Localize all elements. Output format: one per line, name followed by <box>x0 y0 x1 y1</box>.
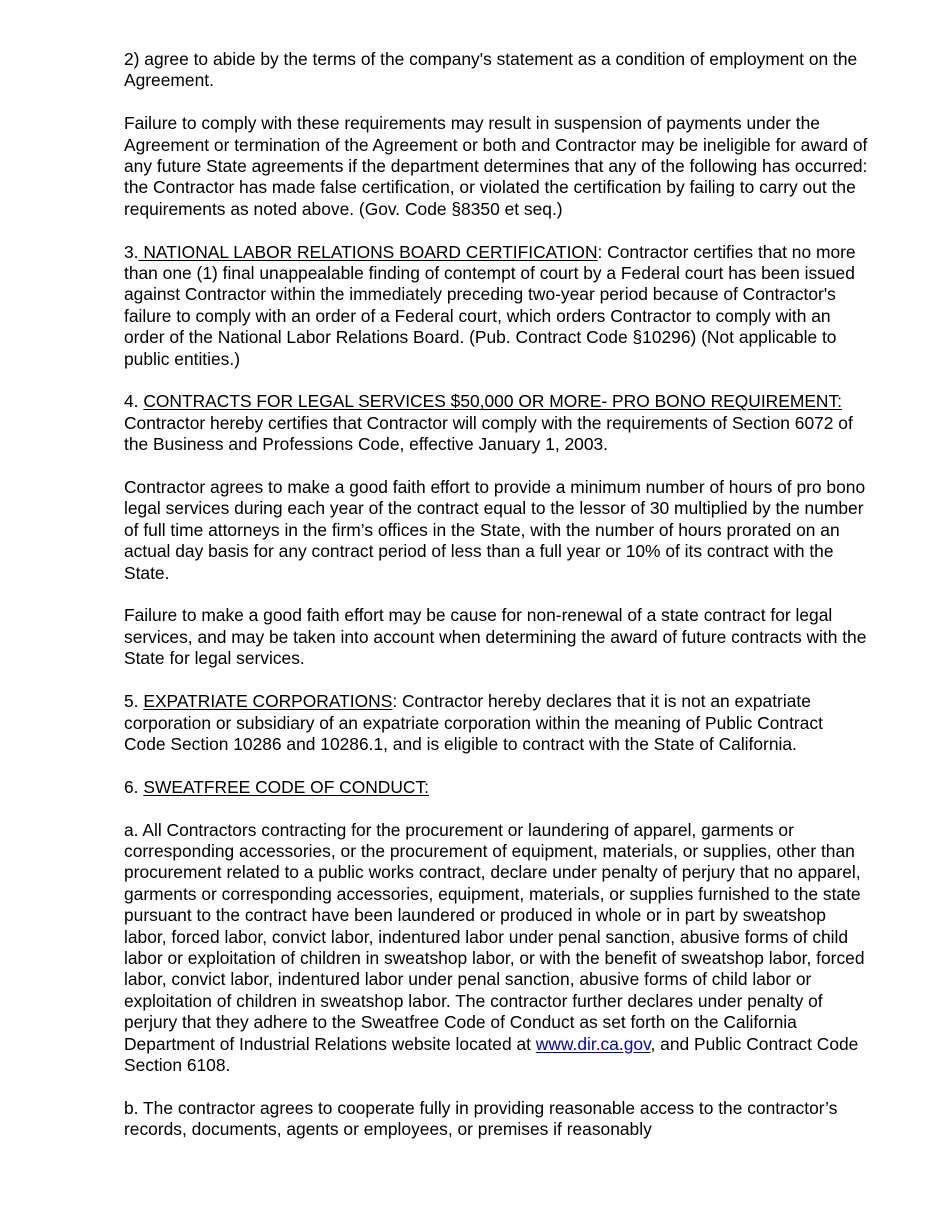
paragraph-pro-bono-effort: Contractor agrees to make a good faith effort to provide a minimum number of hours of pro bono legal services during each year of the contract equal to the lessor of 30 multiplied by the number of full time attorneys in the firm’s offices in the State, with the number of hours prorated on an actual day basis for any contract period of less than a full year or 10% of its contract with the State. <box>124 477 866 583</box>
section-6-heading: SWEATFREE CODE OF CONDUCT: <box>143 776 430 797</box>
paragraph-6b-cooperation: b. The contractor agrees to cooperate fully in providing reasonable access to the contractor’s records, documents, agents or employees, or premises if reasonably <box>124 1097 838 1140</box>
section-4-legal-services <box>124 391 869 455</box>
dir-website-link[interactable]: www.dir.ca.gov <box>535 1033 651 1054</box>
section-4-number: 4. <box>124 391 144 412</box>
section-6-sweatfree-code <box>124 777 869 798</box>
section-4-body: Contractor hereby certifies that Contractor will comply with the requirements of Section 6072 of the Business and Professions Code, effective January 1, 2003. <box>124 412 853 455</box>
paragraph-failure-good-faith: Failure to make a good faith effort may be cause for non-renewal of a state contract for legal services, and may be taken into account when determining the award of future contracts with the State for legal services. <box>124 605 867 669</box>
document-page <box>124 49 869 1162</box>
paragraph-6a-text: a. All Contractors contracting for the procurement or laundering of apparel, garments or corresponding accessories, or the procurement of equipment, materials, or supplies, other than procurement related to a public works contract, declare under penalty of perjury that no apparel, garments or corresponding accessories, equipment, materials, or supplies furnished to the state pursuant to the contract have been laundered or produced in whole or in part by sweatshop labor, forced labor, convict labor, indentured labor under penal sanction, abusive forms of child labor or exploitation of children in sweatshop labor, or with the benefit of sweatshop labor, forced labor, convict labor, indentured labor under penal sanction, abusive forms of child labor or exploitation of children in sweatshop labor. The contractor further declares under penalty of perjury that they adhere to the Sweatfree Code of Conduct as set forth on the California Department of Industrial Relations website located at <box>124 819 865 1054</box>
section-4-heading: CONTRACTS FOR LEGAL SERVICES $50,000 OR MORE- PRO BONO REQUIREMENT: <box>143 391 843 412</box>
section-3-body: : Contractor certifies that no more than one (1) final unappealable finding of contempt of court by a Federal court has been issued against Contractor within the immediately preceding two-year period because of Contractor's failure to comply with an order of a Federal court, which orders Contractor to comply with an order of the National Labor Relations Board. (Pub. Contract Code §10296) (Not applicable to public entities.) <box>124 241 856 369</box>
section-5-body: : Contractor hereby declares that it is not an expatriate corporation or subsidiary of an expatriate corporation within the meaning of Public Contract Code Section 10286 and 10286.1, and is eligible to contract with the State of California. <box>124 691 823 754</box>
section-3-number: 3. <box>124 241 139 262</box>
paragraph-6a-tail: , and Public Contract Code Section 6108. <box>124 1033 859 1075</box>
section-5-number: 5. <box>124 691 144 712</box>
section-5-expatriate-corporations <box>124 691 869 755</box>
section-5-heading: EXPATRIATE CORPORATIONS <box>143 691 393 712</box>
paragraph-6a-sweatfree-declaration <box>124 820 869 1077</box>
paragraph-failure-to-comply: Failure to comply with these requirements may result in suspension of payments under the Agreement or termination of the Agreement or both and Contractor may be ineligible for award of any future State agreements if the department determines that any of the following has occurred: the Contractor has made false certification, or violated the certification by failing to carry out the requirements as noted above. (Gov. Code §8350 et seq.) <box>124 113 868 219</box>
section-3-heading: NATIONAL LABOR RELATIONS BOARD CERTIFICATION <box>138 241 598 262</box>
paragraph-abide-terms: 2) agree to abide by the terms of the company's statement as a condition of employment on the Agreement. <box>124 49 858 91</box>
section-3-nlrb-certification <box>124 242 869 370</box>
section-6-number: 6. <box>124 776 144 797</box>
